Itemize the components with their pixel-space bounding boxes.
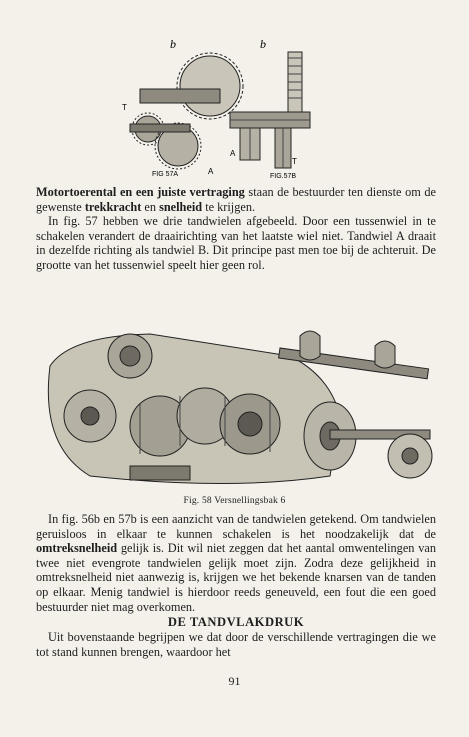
figure-58-gearbox-illustration (30, 296, 440, 494)
paragraph-1: Motortoerental en een juiste vertraging staan de bestuurder ten dienste om de gewenste trekkracht en snelheid te krijgen. (36, 185, 436, 214)
caption-fig57a: FIG 57A (152, 171, 179, 178)
figure-58-caption: Fig. 58 Versnellingsbak 6 (183, 496, 286, 506)
paragraph-2: In fig. 57 hebben we drie tandwielen afgebeeld. Door een tussenwiel in te schakelen verandert de draairichting van het laatste wiel niet. Tandwiel A draait in dezelfde richting als tandwiel B. Dit principe past men toe bij de achteruit. De grootte van het tussenwiel speelt hier geen rol. (36, 214, 436, 272)
paragraph-3: In fig. 56b en 57b is een aanzicht van de tandwielen getekend. Om tandwielen geruisloos in elkaar te kunnen schakelen is het noodzakelijk dat de omtreksnelheid gelijk is. Dit wil niet zeggen dat het aantal omwentelingen van twee niet evengrote tandwielen gelijk moet zijn. Zodra deze gelijkheid in omtreksnelheid niet aanwezig is, krijgen we het bekende knarsen van de tanden op elkaar. Menig tandwiel is hierdoor reeds geneuveld, een fout die een goed bestuurder niet mag overkomen. (36, 512, 436, 614)
gears-drawing (100, 34, 330, 184)
caption-fig57b: FIG.57B (270, 173, 297, 180)
gearbox-drawing (30, 296, 440, 494)
bold-omtreksnelheid: omtreksnelheid (36, 541, 118, 556)
section-heading: DE TANDVLAKDRUK (167, 615, 305, 630)
text-block-2 (36, 512, 436, 659)
label-T-left: T (122, 103, 127, 112)
figure-57-gear-illustration (100, 34, 330, 184)
label-b-right: b (260, 37, 266, 51)
paragraph-4: Uit bovenstaande begrijpen we dat door de verschillende vertragingen die we tot stand kunnen brengen, waardoor het (36, 630, 436, 659)
page-number: 91 (228, 674, 241, 688)
label-b-left: b (170, 37, 176, 51)
label-T-right: T (292, 157, 297, 166)
bold-phrase: Motortoerental en een juiste vertraging (36, 185, 245, 199)
label-A-left: A (208, 167, 214, 176)
label-A-right: A (230, 149, 236, 158)
text-block-1 (36, 185, 436, 273)
